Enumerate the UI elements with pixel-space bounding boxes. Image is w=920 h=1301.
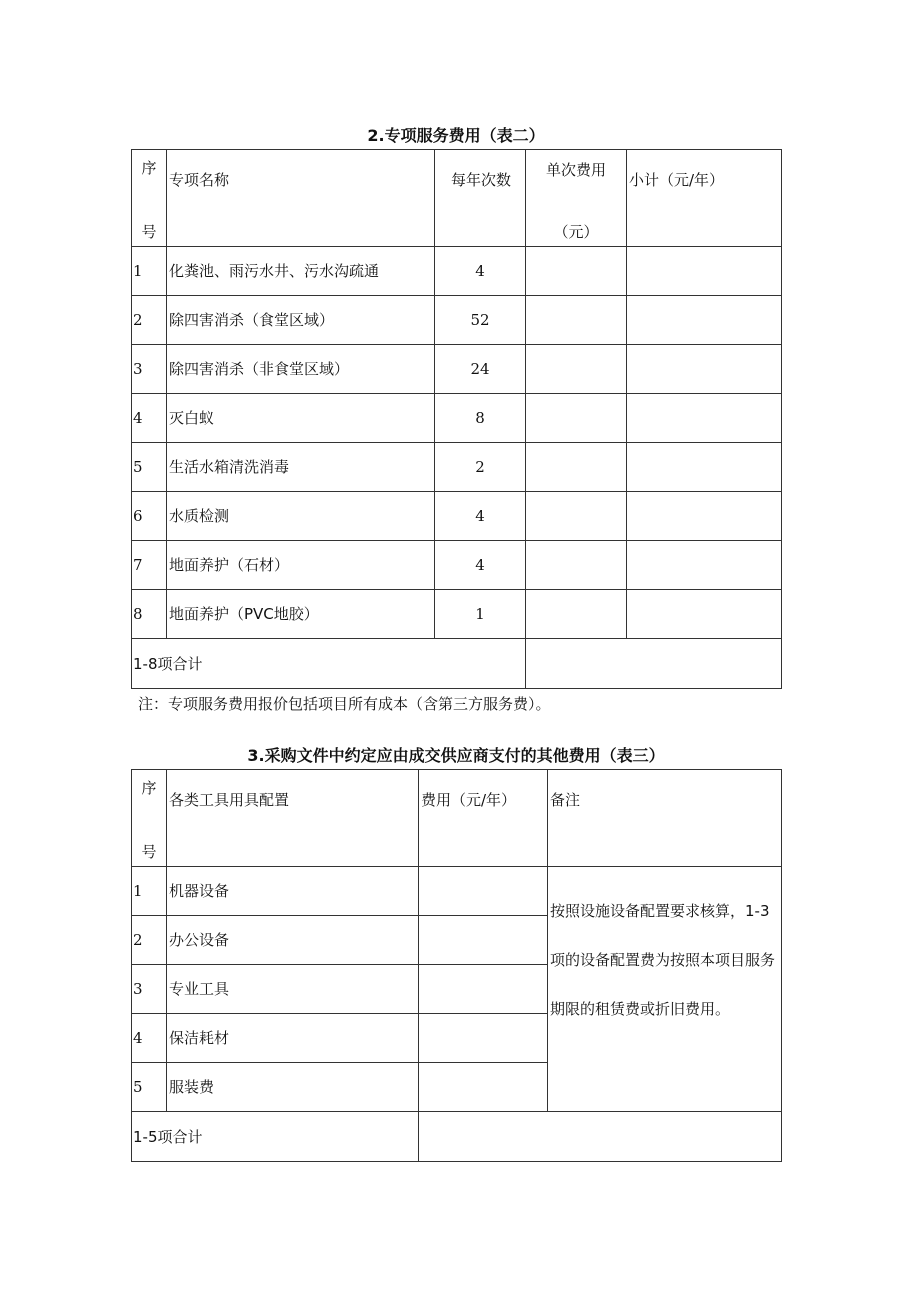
row-fee-cell[interactable] (419, 1014, 548, 1063)
table-row (132, 443, 782, 492)
header-index-top: 序 (141, 779, 157, 797)
row-times: 24 (435, 345, 526, 394)
row-fee-cell[interactable] (419, 1063, 548, 1112)
row-subtotal-cell[interactable] (627, 247, 782, 296)
header-tool-config: 各类工具用具配置 (167, 770, 419, 867)
table-row (132, 541, 782, 590)
row-item-name: 地面养护（PVC地胶） (167, 590, 435, 639)
total-value-cell[interactable] (419, 1112, 782, 1162)
row-item-name: 化粪池、雨污水井、污水沟疏通 (167, 247, 435, 296)
other-fee-table (131, 769, 782, 1162)
row-index: 8 (132, 590, 167, 639)
row-item-name: 机器设备 (167, 867, 419, 916)
row-unit-cost-cell[interactable] (526, 247, 627, 296)
table2-header-row (132, 150, 782, 247)
row-unit-cost-cell[interactable] (526, 443, 627, 492)
table-row (132, 590, 782, 639)
row-fee-cell[interactable] (419, 916, 548, 965)
row-index: 7 (132, 541, 167, 590)
table-row (132, 867, 782, 916)
row-unit-cost-cell[interactable] (526, 590, 627, 639)
row-item-name: 地面养护（石材） (167, 541, 435, 590)
table2-total-row (132, 639, 782, 689)
row-item-name: 保洁耗材 (167, 1014, 419, 1063)
row-times: 4 (435, 492, 526, 541)
table-row (132, 296, 782, 345)
header-unit-cost (526, 150, 627, 247)
row-item-name: 生活水箱清洗消毒 (167, 443, 435, 492)
table-row (132, 492, 782, 541)
table-row (132, 345, 782, 394)
row-subtotal-cell[interactable] (627, 492, 782, 541)
row-index: 3 (132, 965, 167, 1014)
row-subtotal-cell[interactable] (627, 590, 782, 639)
total-label: 1-5项合计 (132, 1112, 419, 1162)
header-index (132, 150, 167, 247)
row-index: 1 (132, 247, 167, 296)
row-times: 2 (435, 443, 526, 492)
row-subtotal-cell[interactable] (627, 296, 782, 345)
header-subtotal: 小计（元/年） (627, 150, 782, 247)
header-index-top: 序 (141, 159, 157, 177)
row-index: 5 (132, 443, 167, 492)
total-value-cell[interactable] (526, 639, 782, 689)
header-times-per-year: 每年次数 (435, 150, 526, 247)
row-times: 52 (435, 296, 526, 345)
row-fee-cell[interactable] (419, 965, 548, 1014)
table3-title: 3.采购文件中约定应由成交供应商支付的其他费用（表三） (247, 746, 665, 765)
row-item-name: 除四害消杀（非食堂区域） (167, 345, 435, 394)
row-index: 4 (132, 394, 167, 443)
row-unit-cost-cell[interactable] (526, 541, 627, 590)
row-subtotal-cell[interactable] (627, 541, 782, 590)
row-subtotal-cell[interactable] (627, 394, 782, 443)
table2-title: 2.专项服务费用（表二） (367, 126, 545, 145)
header-index-bottom: 号 (141, 843, 157, 861)
row-item-name: 除四害消杀（食堂区域） (167, 296, 435, 345)
header-unit-cost-unit: （元） (553, 223, 599, 241)
special-service-fee-table (131, 149, 782, 689)
row-unit-cost-cell[interactable] (526, 345, 627, 394)
row-item-name: 水质检测 (167, 492, 435, 541)
row-index: 1 (132, 867, 167, 916)
header-unit-cost-label: 单次费用 (545, 161, 606, 179)
row-unit-cost-cell[interactable] (526, 296, 627, 345)
row-index: 4 (132, 1014, 167, 1063)
table3-total-row (132, 1112, 782, 1162)
row-fee-cell[interactable] (419, 867, 548, 916)
total-label: 1-8项合计 (132, 639, 526, 689)
header-remark: 备注 (548, 770, 782, 867)
remark-text: 按照设施设备配置要求核算，1-3项的设备配置费为按照本项目服务期限的租赁费或折旧费用。 (548, 867, 782, 1112)
header-fee: 费用（元/年） (419, 770, 548, 867)
row-unit-cost-cell[interactable] (526, 394, 627, 443)
row-item-name: 专业工具 (167, 965, 419, 1014)
row-index: 3 (132, 345, 167, 394)
row-index: 2 (132, 916, 167, 965)
row-times: 8 (435, 394, 526, 443)
row-index: 6 (132, 492, 167, 541)
table-row (132, 247, 782, 296)
table3-header-row (132, 770, 782, 867)
table-row (132, 394, 782, 443)
row-item-name: 办公设备 (167, 916, 419, 965)
row-index: 5 (132, 1063, 167, 1112)
row-unit-cost-cell[interactable] (526, 492, 627, 541)
row-item-name: 服装费 (167, 1063, 419, 1112)
header-item-name: 专项名称 (167, 150, 435, 247)
row-item-name: 灭白蚁 (167, 394, 435, 443)
row-times: 1 (435, 590, 526, 639)
row-times: 4 (435, 247, 526, 296)
header-index-bottom: 号 (141, 223, 157, 241)
table2-note: 注：专项服务费用报价包括项目所有成本（含第三方服务费）。 (138, 695, 551, 713)
row-subtotal-cell[interactable] (627, 443, 782, 492)
row-index: 2 (132, 296, 167, 345)
row-subtotal-cell[interactable] (627, 345, 782, 394)
header-index (132, 770, 167, 867)
row-times: 4 (435, 541, 526, 590)
